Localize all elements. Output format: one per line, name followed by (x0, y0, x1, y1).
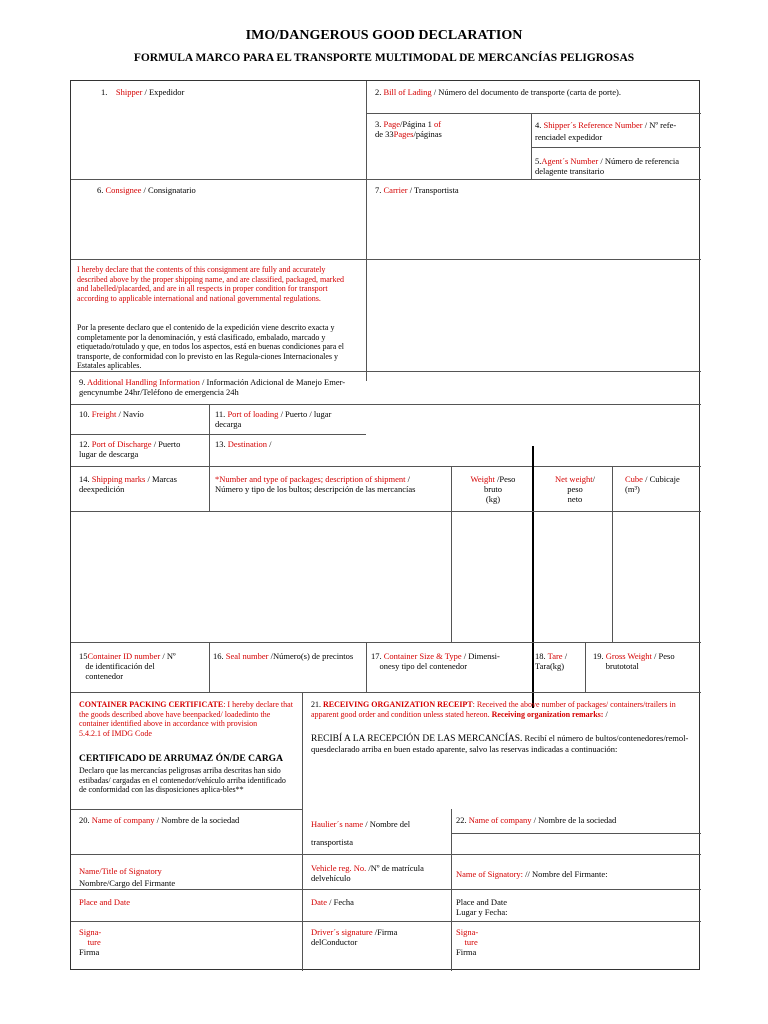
receiving-receipt-english: 21. RECEIVING ORGANIZATION RECEIPT: Received the above number of packages/ containers/trailers in apparent good order and condition unless stated hereon. Receiving organization remarks: / (311, 700, 676, 719)
shipping-marks-label: 14. Shipping marks / Marcas deexpedición (79, 474, 177, 494)
company-name-label-22: 22. Name of company / Nombre de la sociedad (456, 815, 617, 825)
receiving-receipt-spanish: RECIBÍ A LA RECEPCIÓN DE LAS MERCANCÍAS. Recibí el número de bultos/contenedores/remol-quesdeclarado arriba en buen estado aparente, salvo las reservas indicadas a continuación: (311, 733, 689, 754)
haulier-name-label: Haulier´s name / Nombre del transportista (311, 819, 411, 847)
place-date-label: Place and Date (79, 897, 130, 907)
declaration-spanish: Por la presente declaro que el contenido de la expedición viene descrito exacta y completamente por la denominación, y está clasificado, embalado, marcado y etiquetado/rotulado y que, en todos los aspectos, está en buenas condiciones para el transporte, de conformidad con lo previsto en las Regula-ciones Internacionales y Estatales aplicables. (77, 323, 345, 370)
signatory-name-label: Name/Title of Signatory Nombre/Cargo del Firmante (79, 866, 176, 888)
seal-number-label: 16. Seal number /Número(s) de precintos (213, 651, 354, 661)
port-of-loading-label: 11. Port of loading / Puerto / lugar decarga (215, 409, 332, 429)
gross-weight-column-label: Weight /Peso bruto (kg) (470, 474, 516, 504)
vehicle-registration-label: Vehicle reg. No. /Nº de matrícula delvehículo (311, 863, 424, 883)
declaration-english: I hereby declare that the contents of this consignment are fully and accurately described above by the proper shipping name, and are classified, packaged, marked and labelled/placarded, and are in all respects in proper condition for transport according to applicable international and national governmental regulations. (77, 265, 345, 303)
agent-number-label: 5.Agent´s Number / Número de referencia delagente transitario (535, 156, 679, 176)
signatory-name-label-22: Name of Signatory: // Nombre del Firmante: (456, 869, 608, 879)
shipper-reference-label: 4. Shipper´s Reference Number / Nº refe- renciadel expedidor (535, 120, 677, 142)
signature-label: Signa- ture Firma (79, 927, 102, 957)
freight-label: 10. Freight / Navío (79, 409, 144, 419)
company-name-label-20: 20. Name of company / Nombre de la sociedad (79, 815, 240, 825)
signature-label-22: Signa- ture Firma (456, 927, 479, 957)
driver-signature-label: Driver´s signature /Firma delConductor (311, 927, 398, 947)
container-id-label: 15Container ID number / Nº de identificación del contenedor (79, 651, 176, 681)
packing-certificate-spanish-title: CERTIFICADO DE ARRUMAZ ÓN/DE CARGA (79, 754, 283, 764)
packing-certificate-english: CONTAINER PACKING CERTIFICATE: I hereby declare that the goods described above have beenpacked/ loadedinto the container identified above in accordance with provision 5.4.2.1 of IMDG Code (79, 700, 293, 738)
cube-column-label: Cube / Cubicaje (m³) (625, 474, 680, 494)
consignee-label: 6. Consignee / Consignatario (97, 185, 196, 195)
bill-of-lading-label: 2. Bill of Lading / Número del documento de transporte (carta de porte). (375, 87, 621, 97)
page-count-label: 3. Page/Página 1 of de 33Pages/páginas (375, 119, 442, 139)
carrier-label: 7. Carrier / Transportista (375, 185, 459, 195)
declaration-form (70, 80, 700, 970)
document-title: IMO/DANGEROUS GOOD DECLARATION (245, 28, 523, 43)
destination-label: 13. Destination / (215, 439, 272, 449)
packing-certificate-spanish: Declaro que las mercancías peligrosas arriba descritas han sido estibadas/ cargadas en el contenedor/vehículo arriba identificado de conformidad con las disposiciones aplica-bles** (79, 766, 286, 794)
place-date-label-22: Place and Date Lugar y Fecha: (456, 897, 508, 917)
handling-information-label: 9. Additional Handling Information / Información Adicional de Manejo Emer- gencynumbe 24hr/Teléfono de emergencia 24h (79, 377, 346, 397)
packages-description-label: *Number and type of packages; description of shipment / Número y tipo de los bultos; descripción de las mercancías (215, 474, 416, 494)
port-of-discharge-label: 12. Port of Discharge / Puerto lugar de descarga (79, 439, 181, 459)
container-size-label: 17. Container Size & Type / Dimensi- onesy tipo del contenedor (371, 651, 500, 671)
tare-label: 18. Tare / Tara(kg) (535, 651, 568, 671)
date-label: Date / Fecha (311, 897, 354, 907)
document-subtitle: FORMULA MARCO PARA EL TRANSPORTE MULTIMODAL DE MERCANCÍAS PELIGROSAS (133, 52, 635, 64)
gross-weight-label: 19. Gross Weight / Peso brutototal (593, 651, 675, 671)
shipper-label: 1. Shipper / Expedidor (101, 87, 185, 97)
net-weight-column-label: Net weight/ peso neto (555, 474, 595, 504)
